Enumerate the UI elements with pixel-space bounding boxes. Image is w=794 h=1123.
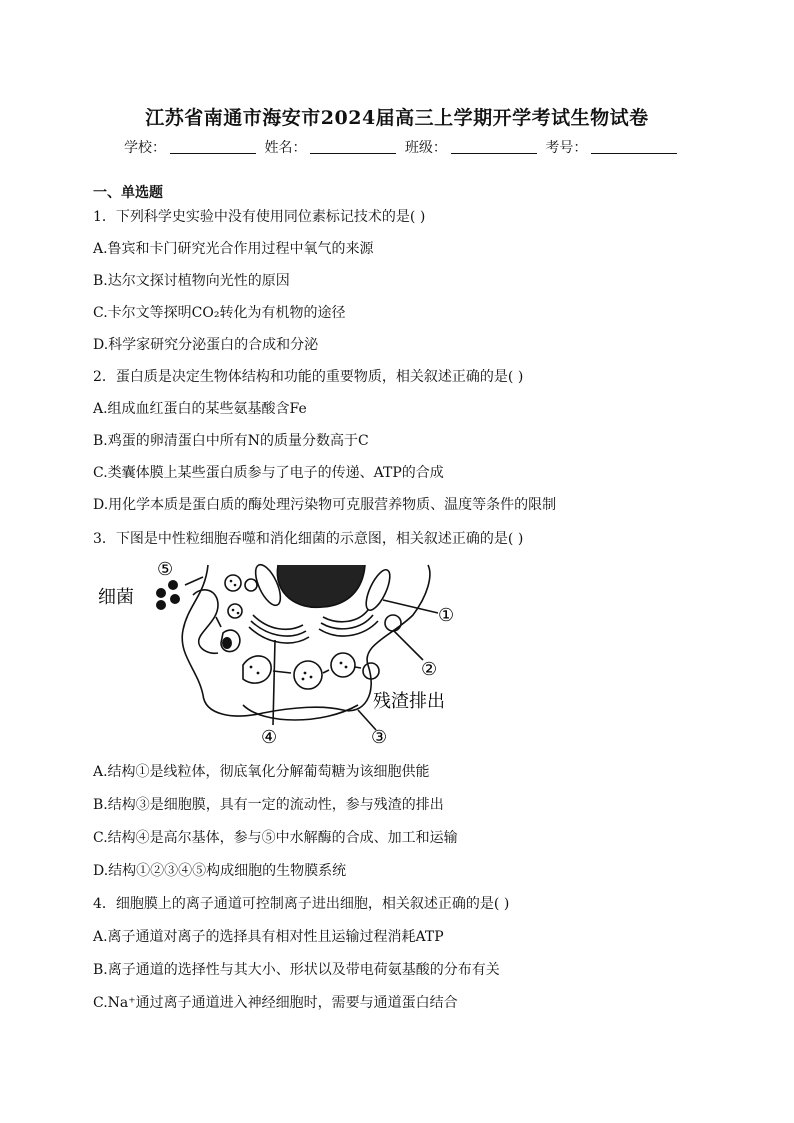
page-title: 江苏省南通市海安市2024届高三上学期开学考试生物试卷: [145, 107, 649, 129]
marker-4: ④: [261, 727, 278, 748]
question-2-option-c[interactable]: C.类囊体膜上某些蛋白质参与了电子的传递、ATP的合成: [93, 465, 444, 481]
class-label: 班级：: [404, 140, 447, 156]
residue-label: 残渣排出: [373, 691, 445, 712]
question-1-stem: 1．下列科学史实验中没有使用同位素标记技术的是( ): [93, 209, 426, 225]
question-4-stem: 4．细胞膜上的离子通道可控制离子进出细胞，相关叙述正确的是( ): [93, 896, 510, 912]
question-4-option-c[interactable]: C.Na⁺通过离子通道进入神经细胞时，需要与通道蛋白结合: [93, 995, 458, 1011]
question-1-option-a[interactable]: A.鲁宾和卡门研究光合作用过程中氧气的来源: [93, 241, 374, 257]
class-blank[interactable]: [451, 153, 537, 154]
neutrophil-diagram: [93, 555, 473, 750]
exam-no-label: 考号：: [545, 140, 588, 156]
question-1-option-b[interactable]: B.达尔文探讨植物向光性的原因: [93, 273, 290, 289]
name-label: 姓名：: [264, 140, 307, 156]
exam-no-blank[interactable]: [591, 153, 677, 154]
question-2-stem: 2．蛋白质是决定生物体结构和功能的重要物质，相关叙述正确的是( ): [93, 369, 524, 385]
question-1-option-d[interactable]: D.科学家研究分泌蛋白的合成和分泌: [93, 337, 319, 353]
marker-5: ⑤: [157, 559, 174, 580]
question-3-option-a[interactable]: A.结构①是线粒体，彻底氧化分解葡萄糖为该细胞供能: [93, 764, 430, 780]
question-4-option-b[interactable]: B.离子通道的选择性与其大小、形状以及带电荷氨基酸的分布有关: [93, 962, 500, 978]
school-label: 学校：: [124, 140, 166, 156]
question-2-option-d[interactable]: D.用化学本质是蛋白质的酶处理污染物可克服营养物质、温度等条件的限制: [93, 497, 557, 513]
section-heading: 一、单选题: [93, 185, 163, 201]
question-1-option-c[interactable]: C.卡尔文等探明CO₂转化为有机物的途径: [93, 305, 346, 321]
question-4-option-a[interactable]: A.离子通道对离子的选择具有相对性且运输过程消耗ATP: [93, 929, 444, 945]
name-blank[interactable]: [310, 153, 396, 154]
question-2-option-b[interactable]: B.鸡蛋的卵清蛋白中所有N的质量分数高于C: [93, 433, 369, 449]
marker-3: ③: [371, 727, 388, 748]
marker-1: ①: [438, 605, 455, 626]
question-2-option-a[interactable]: A.组成血红蛋白的某些氨基酸含Fe: [93, 401, 307, 417]
question-3-option-b[interactable]: B.结构③是细胞膜，具有一定的流动性，参与残渣的排出: [93, 797, 444, 813]
question-3-stem: 3．下图是中性粒细胞吞噬和消化细菌的示意图，相关叙述正确的是( ): [93, 531, 524, 547]
question-3-option-c[interactable]: C.结构④是高尔基体，参与⑤中水解酶的合成、加工和运输: [93, 830, 458, 846]
question-3-option-d[interactable]: D.结构①②③④⑤构成细胞的生物膜系统: [93, 863, 347, 879]
bacteria-label: 细菌: [98, 587, 134, 608]
marker-2: ②: [421, 659, 438, 680]
nucleus: [277, 565, 365, 607]
school-blank[interactable]: [170, 153, 256, 154]
student-info-line: [124, 137, 681, 157]
